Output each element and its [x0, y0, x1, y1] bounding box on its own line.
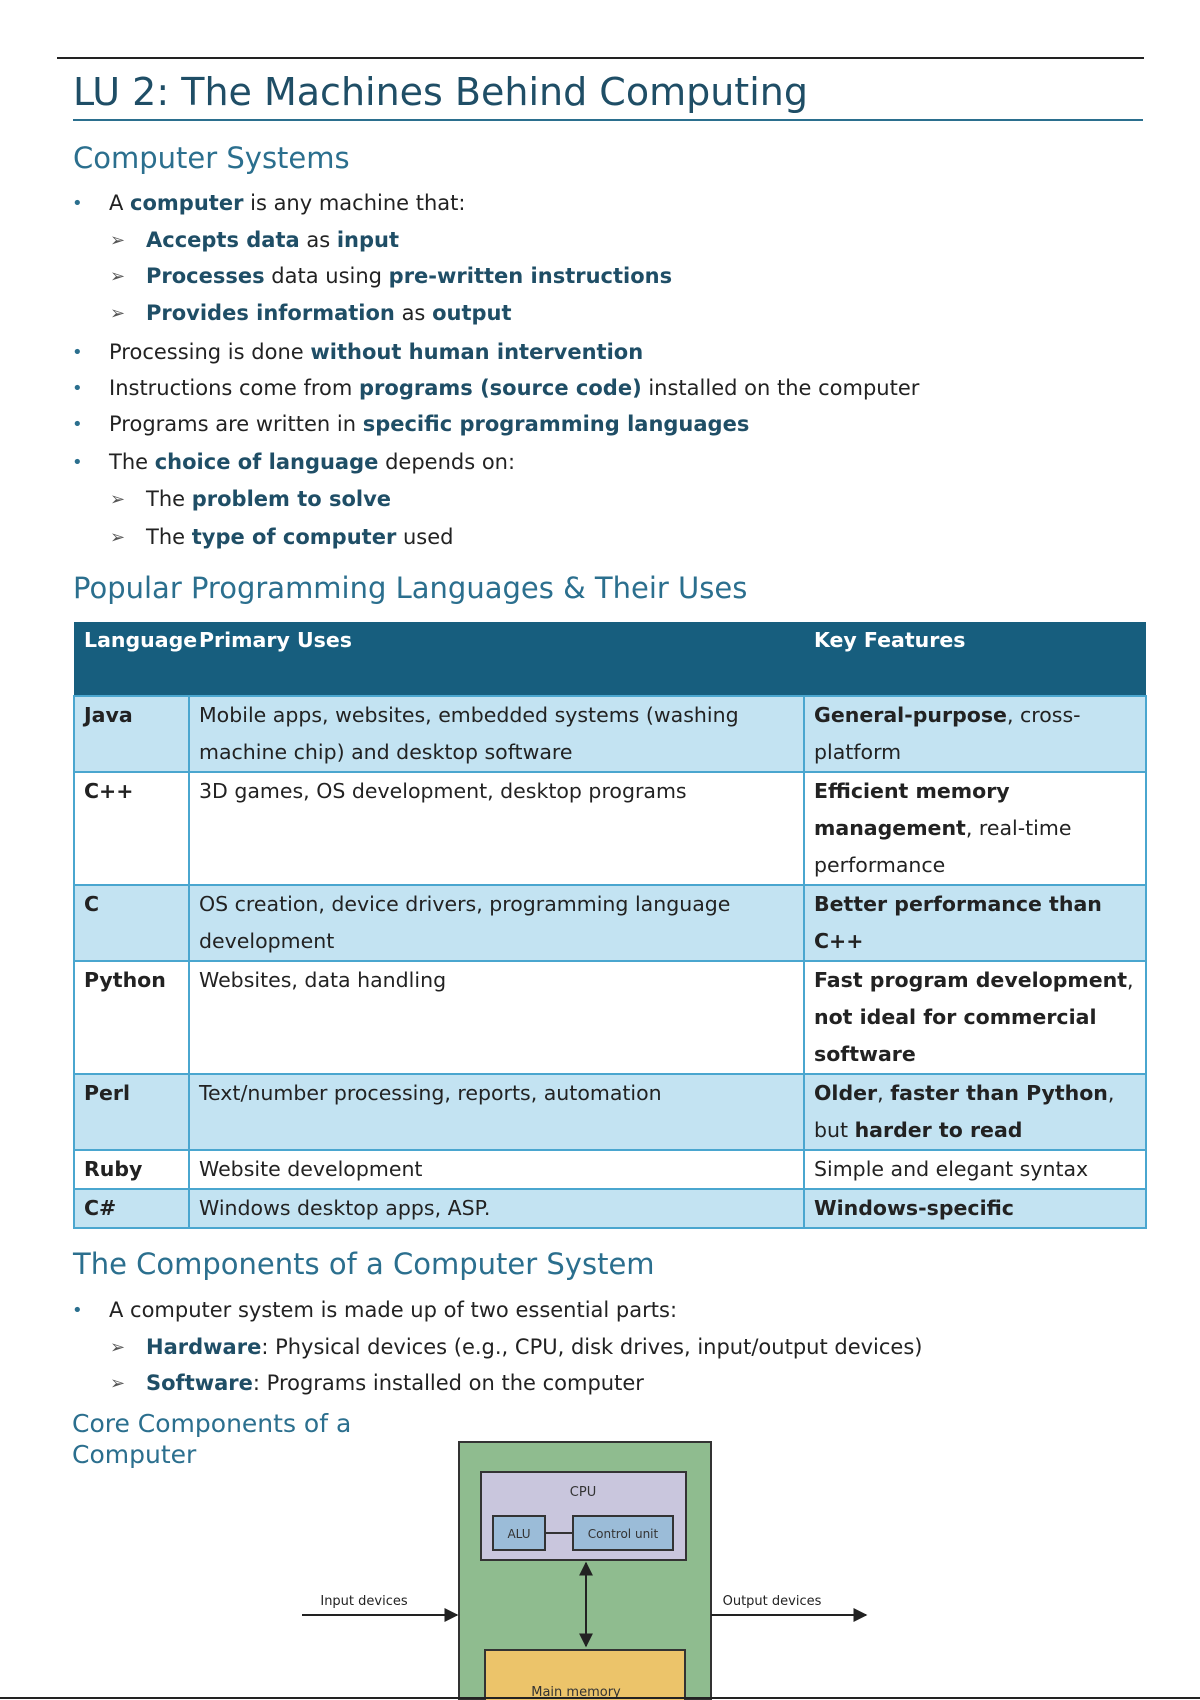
bullet-programs-written: Programs are written in specific programming languages	[109, 412, 750, 436]
cell-uses: 3D games, OS development, desktop programs	[189, 772, 804, 885]
cell-uses: Website development	[189, 1150, 804, 1189]
bullet-dot: •	[72, 1300, 83, 1321]
sub-bullet-software: Software: Programs installed on the computer	[146, 1371, 644, 1395]
bullet-two-parts: A computer system is made up of two essential parts:	[109, 1298, 678, 1322]
arrow-bullet-icon: ➢	[110, 303, 126, 324]
cell-uses: Windows desktop apps, ASP.	[189, 1189, 804, 1228]
top-rule	[57, 57, 1144, 59]
sub-bullet-type-of-computer: The type of computer used	[146, 525, 454, 549]
cell-uses: OS creation, device drivers, programming language development	[189, 885, 804, 961]
bullet-dot: •	[72, 342, 83, 363]
cell-features: Efficient memory management, real-time performance	[804, 772, 1146, 885]
cell-features: Fast program development, not ideal for commercial software	[804, 961, 1146, 1074]
cell-features: Older, faster than Python, but harder to read	[804, 1074, 1146, 1150]
page-title: LU 2: The Machines Behind Computing	[73, 68, 1143, 121]
bullet-computer-definition: A computer is any machine that:	[109, 191, 466, 215]
table-row	[74, 1189, 1146, 1228]
cell-language: Java	[74, 696, 189, 772]
table-row	[74, 961, 1146, 1074]
cell-uses: Websites, data handling	[189, 961, 804, 1074]
cell-features: Simple and elegant syntax	[804, 1150, 1146, 1189]
cell-language: Python	[74, 961, 189, 1074]
arrow-bullet-icon: ➢	[110, 1337, 126, 1358]
table-row	[74, 1150, 1146, 1189]
heading-computer-systems: Computer Systems	[73, 141, 350, 175]
header-primary-uses: Primary Uses	[189, 622, 804, 696]
bullet-processing: Processing is done without human intervention	[109, 340, 644, 364]
header-key-features: Key Features	[804, 622, 1146, 696]
table-row	[74, 1074, 1146, 1150]
control-unit-label: Control unit	[587, 1527, 659, 1541]
cpu-label: CPU	[569, 1485, 597, 1500]
heading-popular-languages: Popular Programming Languages & Their Uses	[73, 571, 748, 605]
table-header-row	[74, 622, 1146, 696]
cell-features: Windows-specific	[804, 1189, 1146, 1228]
cell-language: C++	[74, 772, 189, 885]
arrow-bullet-icon: ➢	[110, 489, 126, 510]
computer-components-diagram	[270, 1432, 890, 1700]
sub-bullet-provides-info: Provides information as output	[146, 301, 512, 325]
sub-bullet-processes: Processes data using pre-written instructions	[146, 264, 673, 288]
heading-core-components: Core Components of a Computer	[72, 1409, 352, 1469]
arrow-bullet-icon: ➢	[110, 527, 126, 548]
languages-table	[73, 622, 1147, 1229]
table-row	[74, 772, 1146, 885]
bottom-rule	[0, 1697, 1200, 1699]
bullet-dot: •	[72, 452, 83, 473]
bullet-choice-of-language: The choice of language depends on:	[109, 450, 516, 474]
table-row	[74, 696, 1146, 772]
bullet-dot: •	[72, 378, 83, 399]
bullet-dot: •	[72, 193, 83, 214]
main-memory-label: Main memory	[531, 1685, 621, 1700]
arrow-bullet-icon: ➢	[110, 230, 126, 251]
sub-bullet-problem: The problem to solve	[146, 487, 392, 511]
arrow-bullet-icon: ➢	[110, 266, 126, 287]
header-language: Language	[74, 622, 189, 696]
cell-uses: Mobile apps, websites, embedded systems (washing machine chip) and desktop software	[189, 696, 804, 772]
cell-language: Ruby	[74, 1150, 189, 1189]
cell-features: Better performance than C++	[804, 885, 1146, 961]
cell-uses: Text/number processing, reports, automation	[189, 1074, 804, 1150]
cell-features: General-purpose, cross-platform	[804, 696, 1146, 772]
output-devices-label: Output devices	[722, 1594, 822, 1609]
table-row	[74, 885, 1146, 961]
cell-language: Perl	[74, 1074, 189, 1150]
alu-label: ALU	[507, 1527, 531, 1541]
sub-bullet-hardware: Hardware: Physical devices (e.g., CPU, disk drives, input/output devices)	[146, 1335, 923, 1359]
input-devices-label: Input devices	[320, 1594, 408, 1609]
bullet-dot: •	[72, 414, 83, 435]
cell-language: C	[74, 885, 189, 961]
sub-bullet-accepts-data: Accepts data as input	[146, 228, 400, 252]
heading-components: The Components of a Computer System	[73, 1247, 655, 1281]
bullet-instructions: Instructions come from programs (source code) installed on the computer	[109, 376, 920, 400]
arrow-bullet-icon: ➢	[110, 1373, 126, 1394]
cell-language: C#	[74, 1189, 189, 1228]
